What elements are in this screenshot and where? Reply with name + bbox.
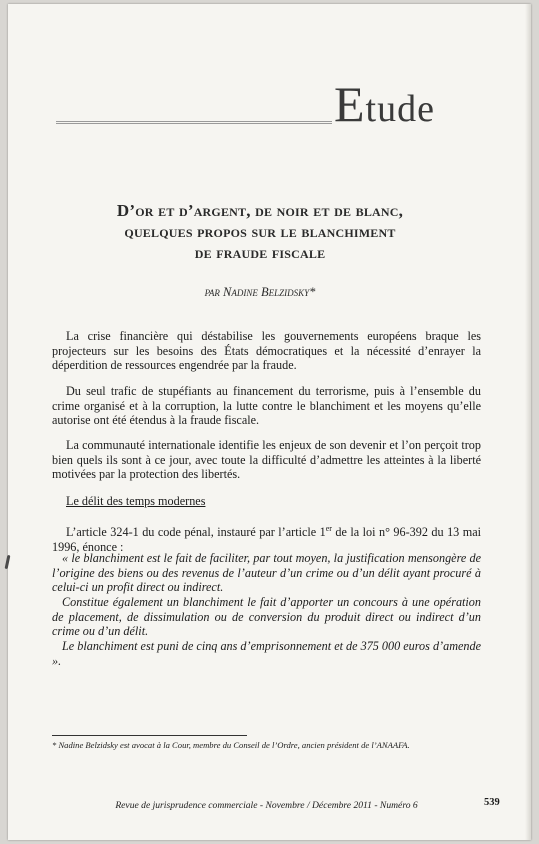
article-title	[40, 200, 480, 263]
body-paragraph: La crise financière qui déstabilise les gouvernements européens braque les projecteurs sur les besoins des États démocratiques et la nécessité d’enrayer la déperdition de ressources engendrée par la fraude.	[52, 329, 481, 373]
section-rule	[56, 121, 332, 124]
section-heading	[334, 76, 435, 132]
intro-superscript: er	[325, 524, 332, 533]
body-paragraph: Du seul trafic de stupéfiants au financement du terrorisme, puis à l’ensemble du crime organisé et à la corruption, la lutte contre le blanchiment et les moyens qu’elle autorise ont été étendus à la fraude fiscale.	[52, 384, 481, 428]
section-heading-rest: tude	[365, 88, 435, 130]
article-intro-paragraph	[52, 522, 481, 554]
article-author	[40, 285, 480, 300]
quote-paragraph: « le blanchiment est le fait de faciliter, par tout moyen, la justification mensongère de l’origine des biens ou des revenus de l’auteur d’un crime ou d’un délit ayant procuré à celui-ci un profit direct ou indirect.	[52, 551, 481, 595]
author-name: Nadine Belzidsky*	[223, 285, 316, 299]
author-prefix: par	[204, 285, 220, 299]
footnote-rule	[52, 735, 247, 736]
page-footer: Revue de jurisprudence commerciale - Novembre / Décembre 2011 - Numéro 6	[115, 800, 418, 811]
quote-paragraph: Le blanchiment est puni de cinq ans d’emprisonnement et de 375 000 euros d’amende ».	[52, 639, 481, 668]
quote-paragraph: Constitue également un blanchiment le fait d’apporter un concours à une opération de placement, de dissimulation ou de conversion du produit direct ou indirect d’un crime ou d’un délit.	[52, 595, 481, 639]
footnote: * Nadine Belzidsky est avocat à la Cour, membre du Conseil de l’Ordre, ancien président de l’ANAAFA.	[52, 740, 410, 750]
section-heading-initial: E	[334, 76, 366, 132]
body-paragraph: La communauté internationale identifie les enjeux de son devenir et l’on perçoit trop bien quels ils sont à ce jour, avec toute la difficulté d’admettre les atteintes à la liberté motivées par la protection des libertés.	[52, 438, 481, 482]
subheading: Le délit des temps modernes	[66, 494, 206, 508]
intro-text-before: L’article 324-1 du code pénal, instauré par l’article 1	[66, 525, 326, 540]
article-title-line: de fraude fiscale	[194, 243, 326, 262]
intro-text-after: de la loi n° 96-392 du 13 mai 1996, énonce :	[52, 525, 481, 554]
article-title-line: quelques propos sur le blanchiment	[124, 222, 396, 241]
page-edge-shadow	[525, 4, 531, 840]
page-number: 539	[484, 797, 500, 808]
article-title-line: D’or et d’argent, de noir et de blanc,	[116, 201, 404, 220]
